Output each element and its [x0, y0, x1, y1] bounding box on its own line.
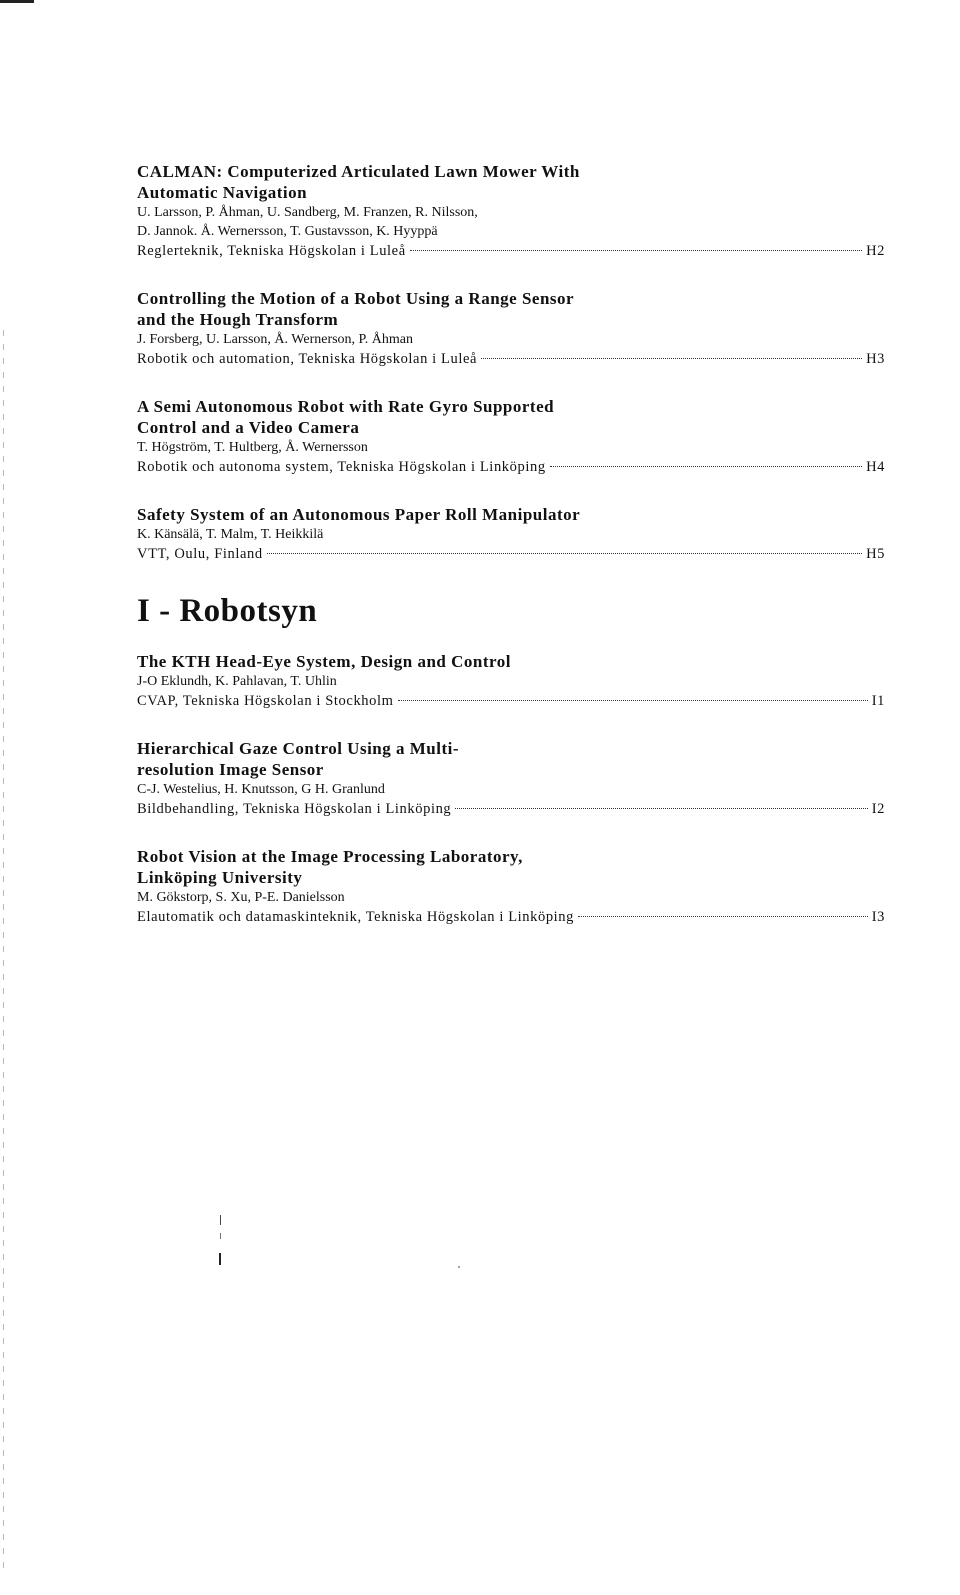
entry-affiliation: Reglerteknik, Tekniska Högskolan i Luleå	[137, 243, 406, 259]
entry-title	[137, 651, 885, 672]
entry-authors	[137, 672, 885, 691]
entry-authors	[137, 780, 885, 799]
entry-affiliation-row	[137, 907, 885, 927]
entry-authors	[137, 330, 885, 349]
dot-leader	[481, 358, 862, 359]
dot-leader	[267, 553, 862, 554]
dot-leader	[578, 916, 868, 917]
entry-title-line: resolution Image Sensor	[137, 760, 324, 779]
entries-section-h	[137, 161, 885, 564]
entry-affiliation-row	[137, 349, 885, 369]
scan-artifact-speck	[458, 1266, 460, 1268]
entry-affiliation: VTT, Oulu, Finland	[137, 546, 263, 562]
entry-author-line: M. Gökstorp, S. Xu, P-E. Danielsson	[137, 890, 345, 905]
entry-title	[137, 504, 885, 525]
entry-affiliation: CVAP, Tekniska Högskolan i Stockholm	[137, 693, 394, 709]
toc-entry	[137, 396, 885, 477]
entry-title	[137, 738, 885, 780]
entry-affiliation-row	[137, 799, 885, 819]
scan-artifact-top-left	[0, 0, 34, 3]
entry-title-line: Automatic Navigation	[137, 183, 308, 202]
entry-title-line: Linköping University	[137, 868, 303, 887]
entry-page-ref: I3	[871, 909, 885, 925]
entry-title-line: Control and a Video Camera	[137, 418, 360, 437]
entry-title	[137, 396, 885, 438]
entry-affiliation-row	[137, 544, 885, 564]
dot-leader	[398, 700, 868, 701]
entry-affiliation-row	[137, 241, 885, 261]
entry-title-line: Safety System of an Autonomous Paper Roll Manipulator	[137, 505, 581, 524]
entry-affiliation-row	[137, 691, 885, 711]
entry-affiliation-row	[137, 457, 885, 477]
entry-title-line: CALMAN: Computerized Articulated Lawn Mower With	[137, 162, 580, 181]
entry-title-line: The KTH Head-Eye System, Design and Control	[137, 652, 511, 671]
entry-affiliation: Robotik och autonoma system, Tekniska Högskolan i Linköping	[137, 459, 546, 475]
entry-authors	[137, 888, 885, 907]
entry-title-line: A Semi Autonomous Robot with Rate Gyro Supported	[137, 397, 555, 416]
entry-title	[137, 161, 885, 203]
entry-author-line: K. Känsälä, T. Malm, T. Heikkilä	[137, 527, 324, 542]
scan-artifact-marks	[217, 1215, 225, 1275]
entry-title-line: Controlling the Motion of a Robot Using a Range Sensor	[137, 289, 575, 308]
entry-author-line: U. Larsson, P. Åhman, U. Sandberg, M. Franzen, R. Nilsson,	[137, 205, 478, 220]
section-heading-i: I - Robotsyn	[137, 593, 318, 629]
entry-authors	[137, 438, 885, 457]
entry-author-line: J-O Eklundh, K. Pahlavan, T. Uhlin	[137, 674, 337, 689]
entry-author-line: D. Jannok. Å. Wernersson, T. Gustavsson, K. Hyyppä	[137, 224, 438, 239]
entry-page-ref: H5	[866, 546, 885, 562]
table-of-contents	[137, 161, 885, 954]
dot-leader	[550, 466, 862, 467]
entry-title	[137, 288, 885, 330]
entry-author-line: J. Forsberg, U. Larsson, Å. Wernerson, P. Åhman	[137, 332, 414, 347]
toc-entry	[137, 161, 885, 261]
scan-artifact-left-edge	[3, 330, 4, 1570]
toc-entry	[137, 738, 885, 819]
entry-authors	[137, 525, 885, 544]
toc-entry	[137, 651, 885, 711]
entry-author-line: T. Högström, T. Hultberg, Å. Wernersson	[137, 440, 368, 455]
entry-title-line: Hierarchical Gaze Control Using a Multi-	[137, 739, 460, 758]
dot-leader	[455, 808, 867, 809]
entry-page-ref: H3	[866, 351, 885, 367]
entry-title-line: Robot Vision at the Image Processing Laboratory,	[137, 847, 523, 866]
entry-page-ref: I2	[871, 801, 885, 817]
entry-title-line: and the Hough Transform	[137, 310, 339, 329]
entry-page-ref: H4	[866, 459, 885, 475]
entry-page-ref: H2	[866, 243, 885, 259]
entry-affiliation: Robotik och automation, Tekniska Högskolan i Luleå	[137, 351, 478, 367]
entry-authors	[137, 203, 885, 241]
entry-author-line: C-J. Westelius, H. Knutsson, G H. Granlund	[137, 782, 385, 797]
entry-affiliation: Elautomatik och datamaskinteknik, Tekniska Högskolan i Linköping	[137, 909, 575, 925]
entries-section-i	[137, 651, 885, 927]
toc-entry	[137, 846, 885, 927]
entry-title	[137, 846, 885, 888]
toc-entry	[137, 504, 885, 564]
entry-affiliation: Bildbehandling, Tekniska Högskolan i Linköping	[137, 801, 452, 817]
entry-page-ref: I1	[871, 693, 885, 709]
toc-entry	[137, 288, 885, 369]
dot-leader	[410, 250, 862, 251]
